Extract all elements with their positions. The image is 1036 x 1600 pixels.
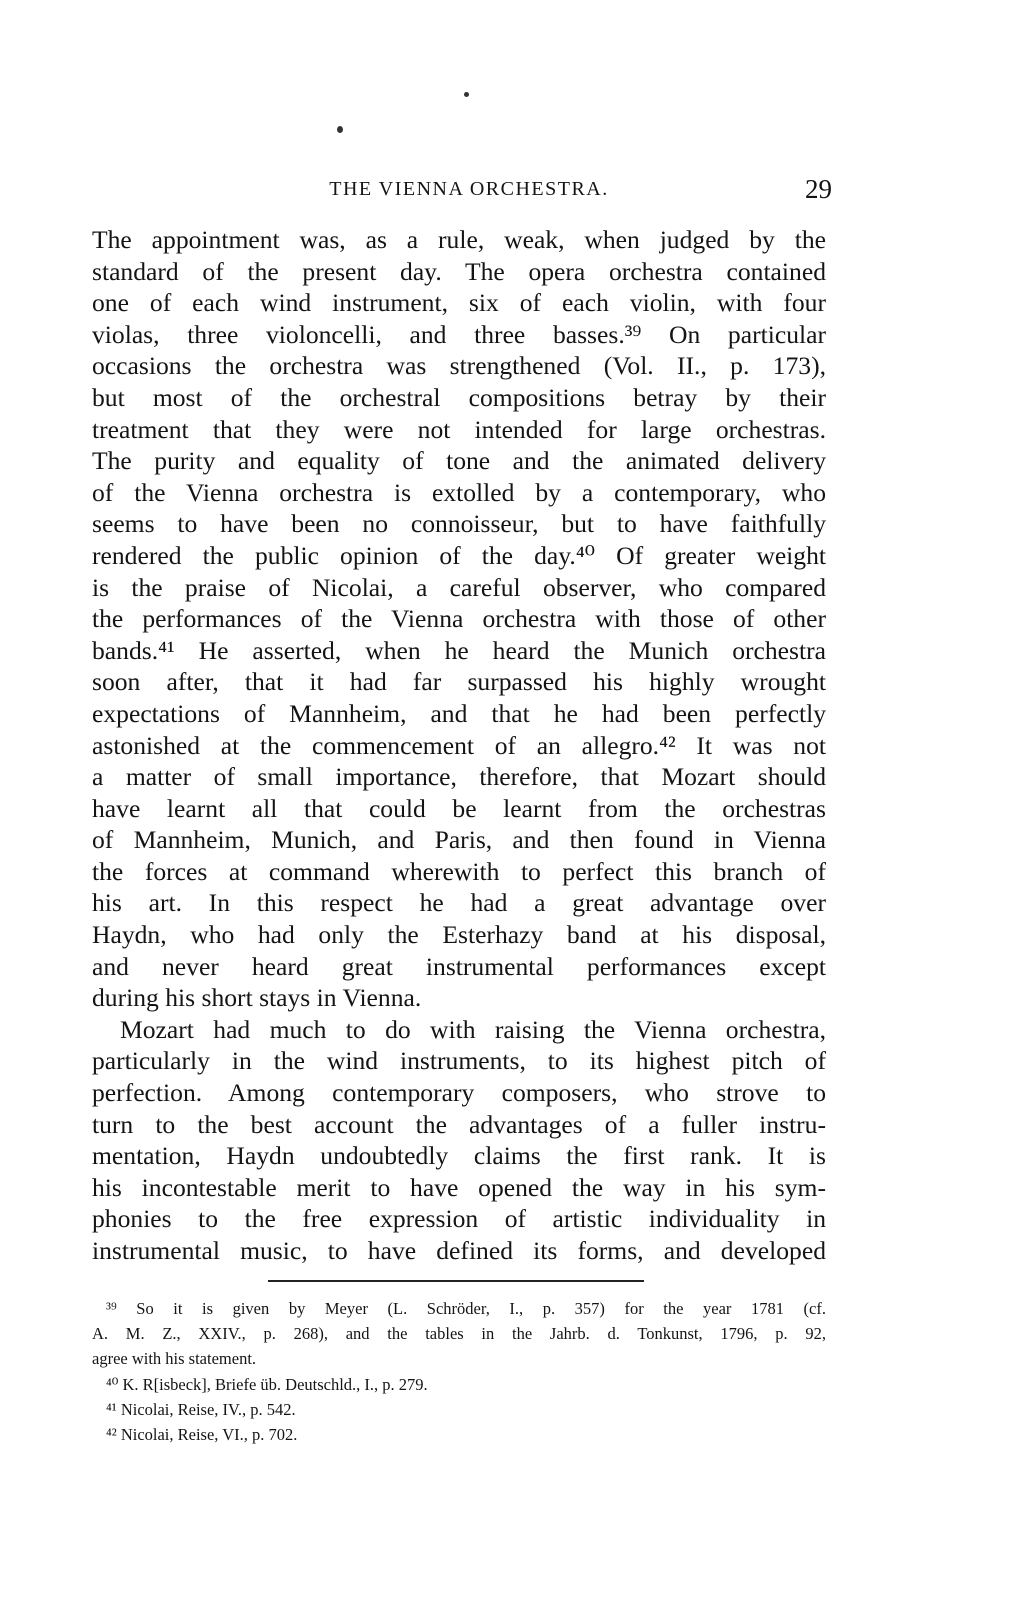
text-line: rendered the public opinion of the day.⁴⁰ Of greater weight [92, 540, 826, 570]
text-line: one of each wind instrument, six of each violin, with four [92, 288, 826, 318]
text-line: have learnt all that could be learnt from the orchestras [92, 793, 826, 823]
page-header [92, 174, 832, 208]
footnotes [92, 1296, 826, 1447]
text-line: and never heard great instrumental performances except [92, 951, 826, 981]
text-line: astonished at the commencement of an allegro.⁴² It was not [92, 730, 826, 760]
text-line: his incontestable merit to have opened the way in his sym- [92, 1172, 826, 1202]
text-line: turn to the best account the advantages of a fuller instru- [92, 1109, 826, 1139]
text-line: soon after, that it had far surpassed his highly wrought [92, 667, 826, 697]
footnote-41: ⁴¹ Nicolai, Reise, IV., p. 542. [106, 1399, 296, 1419]
text-line: seems to have been no connoisseur, but to have faithfully [92, 509, 826, 539]
text-line: perfection. Among contemporary composers, who strove to [92, 1078, 826, 1108]
footnote-39-line: A. M. Z., XXIV., p. 268), and the tables in the Jahrb. d. Tonkunst, 1796, p. 92, [92, 1324, 826, 1344]
footnote-40: ⁴⁰ K. R[isbeck], Briefe üb. Deutschld., I., p. 279. [106, 1374, 428, 1394]
page-number: 29 [805, 174, 832, 204]
text-line: of Mannheim, Munich, and Paris, and then found in Vienna [92, 825, 826, 855]
text-line: his art. In this respect he had a great advantage over [92, 888, 826, 918]
text-line: expectations of Mannheim, and that he had been perfectly [92, 698, 826, 728]
ink-speck [337, 126, 343, 133]
paragraph-2 [92, 1014, 826, 1267]
text-line: instrumental music, to have defined its forms, and developed [92, 1236, 826, 1265]
footnote-divider [268, 1280, 644, 1282]
text-line: phonies to the free expression of artistic individuality in [92, 1204, 826, 1234]
body-text [92, 224, 826, 1267]
text-line: the performances of the Vienna orchestra with those of other [92, 604, 826, 634]
text-line: standard of the present day. The opera orchestra contained [92, 256, 826, 286]
text-line: but most of the orchestral compositions betray by their [92, 382, 826, 412]
footnote-39-line: agree with his statement. [92, 1349, 257, 1369]
text-line: Haydn, who had only the Esterhazy band at his disposal, [92, 920, 826, 950]
paragraph-1 [92, 224, 826, 1014]
text-line: treatment that they were not intended for large orchestras. [92, 414, 826, 444]
footnote-39-line: ³⁹ So it is given by Meyer (L. Schröder, I., p. 357) for the year 1781 (cf. [106, 1299, 826, 1318]
text-line: The purity and equality of tone and the animated delivery [92, 446, 826, 476]
text-line: The appointment was, as a rule, weak, when judged by the [92, 225, 826, 254]
text-line: of the Vienna orchestra is extolled by a contemporary, who [92, 477, 826, 507]
text-line: bands.⁴¹ He asserted, when he heard the Munich orchestra [92, 635, 826, 665]
text-line: the forces at command wherewith to perfect this branch of [92, 856, 826, 886]
text-line: is the praise of Nicolai, a careful observer, who compared [92, 572, 826, 602]
text-line: during his short stays in Vienna. [92, 983, 422, 1013]
text-line: particularly in the wind instruments, to its highest pitch of [92, 1046, 826, 1076]
text-line: occasions the orchestra was strengthened (Vol. II., p. 173), [92, 351, 826, 381]
text-line: Mozart had much to do with raising the Vienna orchestra, [120, 1014, 826, 1044]
running-title: THE VIENNA ORCHESTRA. [329, 178, 609, 200]
text-line: mentation, Haydn undoubtedly claims the first rank. It is [92, 1141, 826, 1171]
text-line: violas, three violoncelli, and three basses.³⁹ On particular [92, 319, 826, 349]
text-line: a matter of small importance, therefore, that Mozart should [92, 762, 826, 792]
footnote-42: ⁴² Nicolai, Reise, VI., p. 702. [106, 1425, 298, 1445]
ink-speck [464, 92, 469, 97]
